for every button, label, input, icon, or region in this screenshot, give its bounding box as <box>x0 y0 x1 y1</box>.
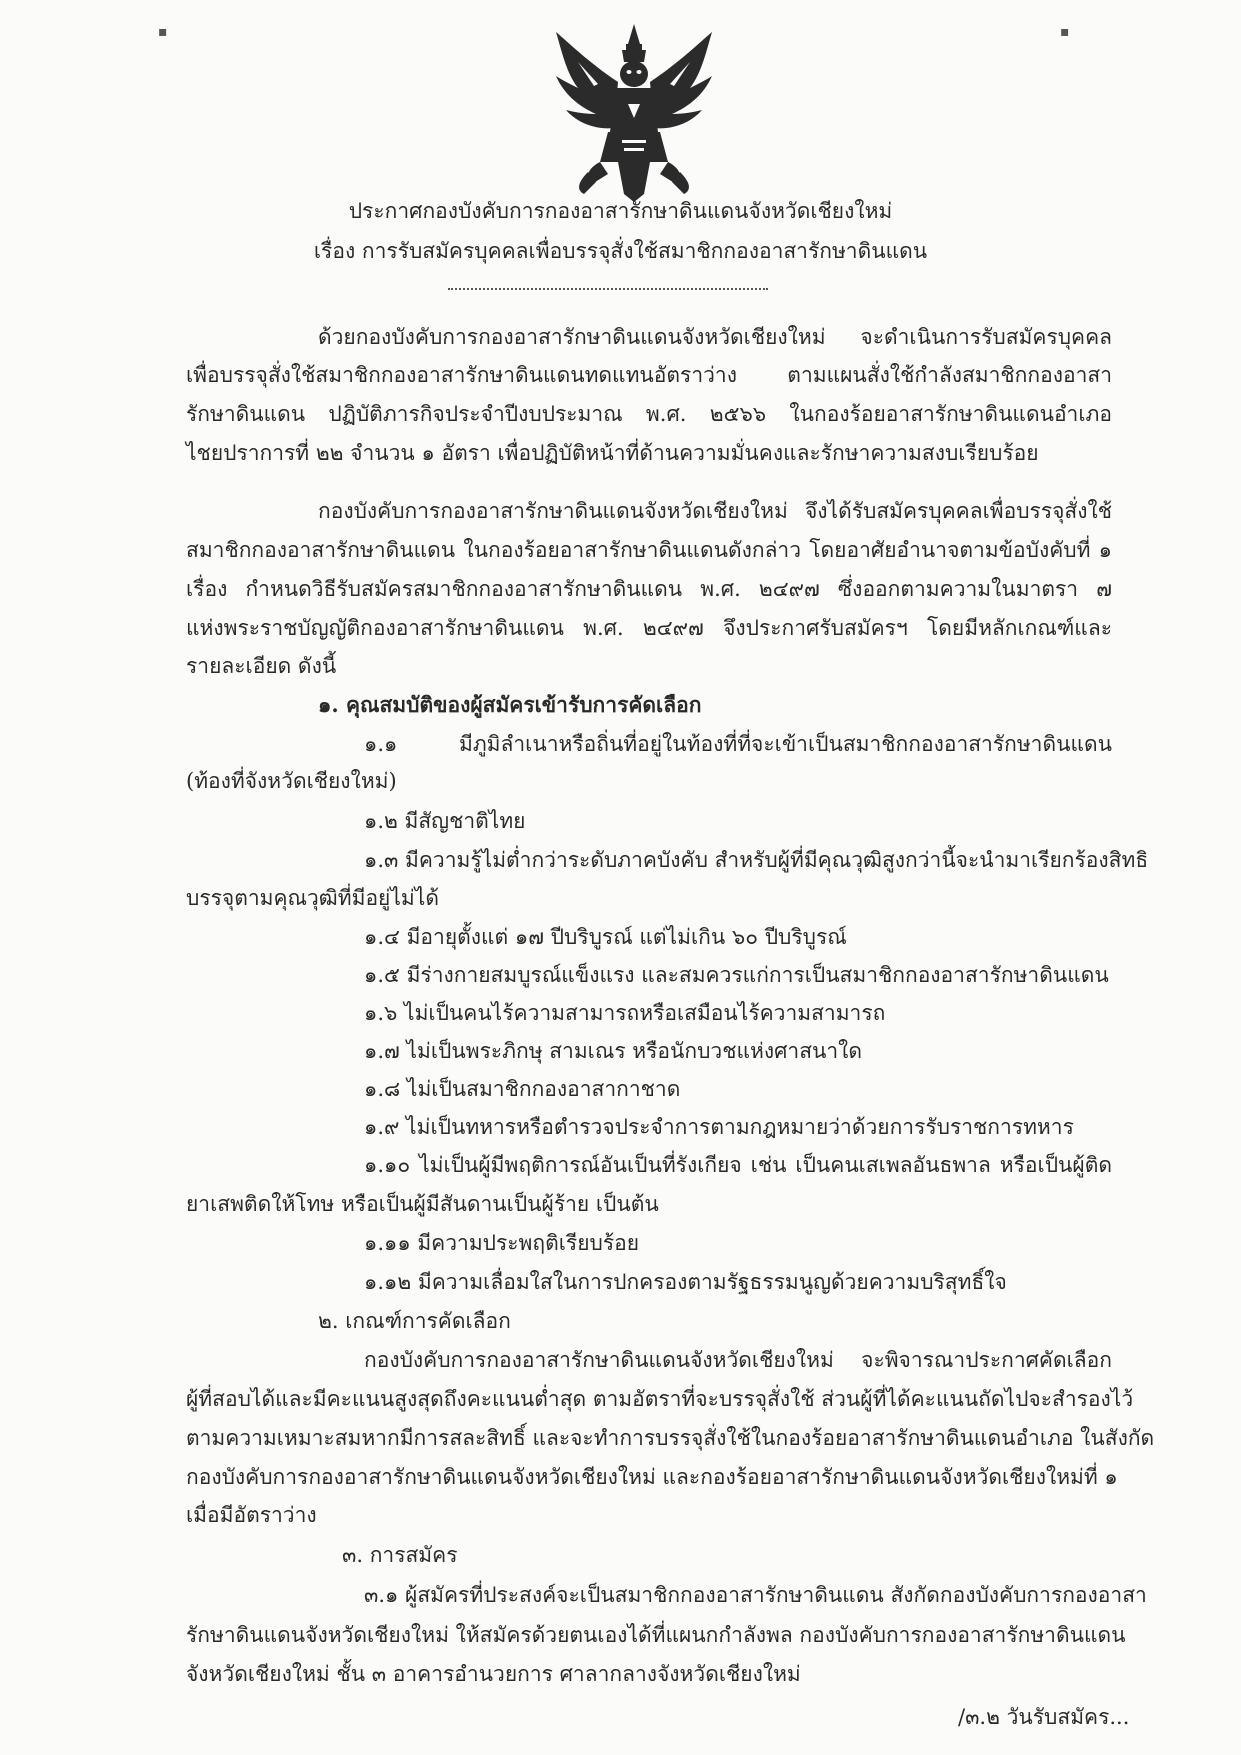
paragraph-line: เรื่อง กำหนดวิธีรับสมัครสมาชิกกองอาสารักษาดินแดน พ.ศ. ๒๔๙๗ ซึ่งออกตามความในมาตรา ๗ <box>186 577 1112 601</box>
list-item: ๑.๘ ไม่เป็นสมาชิกกองอาสากาชาด <box>364 1077 681 1101</box>
paragraph-line: กองบังคับการกองอาสารักษาดินแดนจังหวัดเชียงใหม่ จะพิจารณาประกาศคัดเลือก <box>364 1348 1112 1372</box>
section-heading: ๓. การสมัคร <box>342 1543 458 1567</box>
paragraph-line: สมาชิกกองอาสารักษาดินแดน ในกองร้อยอาสารักษาดินแดนดังกล่าว โดยอาศัยอำนาจตามข้อบังคับที่ ๑ <box>186 538 1112 562</box>
list-item: ๑.๒ มีสัญชาติไทย <box>364 809 526 833</box>
section-heading: ๑. คุณสมบัติของผู้สมัครเข้ารับการคัดเลือก <box>318 692 702 717</box>
paragraph-line: ๓.๑ ผู้สมัครที่ประสงค์จะเป็นสมาชิกกองอาสารักษาดินแดน สังกัดกองบังคับการกองอาสา <box>364 1583 1147 1607</box>
list-item: ๑.๔ มีอายุตั้งแต่ ๑๗ ปีบริบูรณ์ แต่ไม่เกิน ๖๐ ปีบริบูรณ์ <box>364 925 847 949</box>
list-item: ๑.๑๐ ไม่เป็นผู้มีพฤติการณ์อันเป็นที่รังเกียจ เช่น เป็นคนเสเพลอันธพาล หรือเป็นผู้ติด <box>364 1153 1112 1177</box>
list-item: ๑.๑๒ มีความเลื่อมใสในการปกครองตามรัฐธรรมนูญด้วยความบริสุทธิ์ใจ <box>364 1270 1007 1294</box>
paragraph-line: กองบังคับการกองอาสารักษาดินแดนจังหวัดเชียงใหม่ และกองร้อยอาสารักษาดินแดนจังหวัดเชียงใหม่ที่ ๑ <box>186 1465 1118 1489</box>
paragraph-line: เพื่อบรรจุสั่งใช้สมาชิกกองอาสารักษาดินแดนทดแทนอัตราว่าง ตามแผนสั่งใช้กำลังสมาชิกกองอาสา <box>186 363 1112 387</box>
scan-speck: ▪ <box>1060 24 1070 40</box>
paragraph-line: จังหวัดเชียงใหม่ ชั้น ๓ อาคารอำนวยการ ศาลากลางจังหวัดเชียงใหม่ <box>186 1662 801 1686</box>
list-item: ๑.๖ ไม่เป็นคนไร้ความสามารถหรือเสมือนไร้ความสามารถ <box>364 1001 886 1025</box>
paragraph-line: ตามความเหมาะสมหากมีการสละสิทธิ์ และจะทำการบรรจุสั่งใช้ในกองร้อยอาสารักษาดินแดนอำเภอ ในสังกัด <box>186 1426 1155 1450</box>
paragraph-line: แห่งพระราชบัญญัติกองอาสารักษาดินแดน พ.ศ. ๒๔๙๗ จึงประกาศรับสมัครฯ โดยมีหลักเกณฑ์และ <box>186 616 1112 640</box>
list-item: ๑.๑ มีภูมิลำเนาหรือถิ่นที่อยู่ในท้องที่ที่จะเข้าเป็นสมาชิกกองอาสารักษาดินแดน <box>364 732 1112 756</box>
paragraph-line: รักษาดินแดนจังหวัดเชียงใหม่ ให้สมัครด้วยตนเองได้ที่แผนกกำลังพล กองบังคับการกองอาสารักษาดินแดน <box>186 1623 1126 1647</box>
paragraph-line: เมื่อมีอัตราว่าง <box>186 1503 317 1527</box>
list-item: ๑.๙ ไม่เป็นทหารหรือตำรวจประจำการตามกฎหมายว่าด้วยการรับราชการทหาร <box>364 1115 1074 1139</box>
continued-marker: /๓.๒ วันรับสมัคร... <box>958 1705 1130 1729</box>
garuda-emblem-icon <box>548 22 720 204</box>
paragraph-line: ด้วยกองบังคับการกองอาสารักษาดินแดนจังหวัดเชียงใหม่ จะดำเนินการรับสมัครบุคคล <box>318 325 1112 349</box>
list-item: ๑.๑๑ มีความประพฤติเรียบร้อย <box>364 1231 640 1255</box>
document-title: ประกาศกองบังคับการกองอาสารักษาดินแดนจังหวัดเชียงใหม่ <box>348 199 893 223</box>
paragraph-line: กองบังคับการกองอาสารักษาดินแดนจังหวัดเชียงใหม่ จึงได้รับสมัครบุคคลเพื่อบรรจุสั่งใช้ <box>318 499 1112 523</box>
list-item-cont: บรรจุตามคุณวุฒิที่มีอยู่ไม่ได้ <box>186 886 439 910</box>
list-item-cont: ยาเสพติดให้โทษ หรือเป็นผู้มีสันดานเป็นผู้ร้าย เป็นต้น <box>186 1192 659 1216</box>
separator-dotted-line <box>448 288 768 290</box>
section-heading: ๒. เกณฑ์การคัดเลือก <box>318 1309 511 1333</box>
document-subject: เรื่อง การรับสมัครบุคคลเพื่อบรรจุสั่งใช้สมาชิกกองอาสารักษาดินแดน <box>313 239 928 263</box>
list-item: ๑.๓ มีความรู้ไม่ต่ำกว่าระดับภาคบังคับ สำหรับผู้ที่มีคุณวุฒิสูงกว่านี้จะนำมาเรียกร้องสิทธิ <box>364 848 1149 872</box>
paragraph-line: ผู้ที่สอบได้และมีคะแนนสูงสุดถึงคะแนนต่ำสุด ตามอัตราที่จะบรรจุสั่งใช้ ส่วนผู้ที่ได้คะแนนถัดไปจะสำรองไว้ <box>186 1387 1134 1411</box>
list-item-cont: (ท้องที่จังหวัดเชียงใหม่) <box>186 769 397 793</box>
paragraph-line: ไชยปราการที่ ๒๒ จำนวน ๑ อัตรา เพื่อปฏิบัติหน้าที่ด้านความมั่นคงและรักษาความสงบเรียบร้อย <box>186 441 1039 465</box>
paragraph-line: รายละเอียด ดังนี้ <box>186 654 337 678</box>
list-item: ๑.๕ มีร่างกายสมบูรณ์แข็งแรง และสมควรแก่การเป็นสมาชิกกองอาสารักษาดินแดน <box>364 963 1109 987</box>
scan-speck: ▪ <box>158 24 168 40</box>
paragraph-line: รักษาดินแดน ปฏิบัติภารกิจประจำปีงบประมาณ พ.ศ. ๒๕๖๖ ในกองร้อยอาสารักษาดินแดนอำเภอ <box>186 402 1112 426</box>
list-item: ๑.๗ ไม่เป็นพระภิกษุ สามเณร หรือนักบวชแห่งศาสนาใด <box>364 1039 863 1063</box>
